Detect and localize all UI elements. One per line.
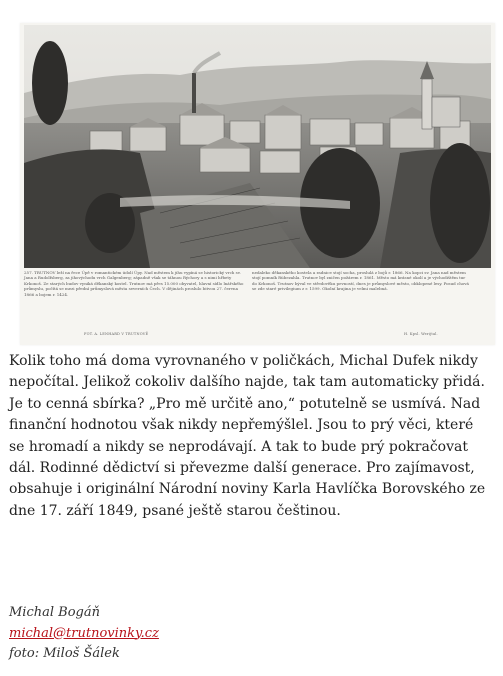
- caption-publisher: H. Kpsl. Werijtal.: [404, 332, 438, 336]
- caption-left-column: 257. TRUTNOV leží na řece Úpě v romantickém údolí Úpy. Nad městem k jihu vypíná se historický vrch sv. Jana a Rudolfsberg, za jihovýchodu vrch Galgenberg; západně však se táhnou Rýchory a s nimi hřbety Krkonoš. Ze starých budov vyniká děkanský kostel. Trutnov má přes 15.000 obyvatel, hlavní sídlo lnářského průmyslu, počítá se mezi přední průmyslová města severních Čech. V dějinách proslulo bitvou 27. června 1866 a bojem r. 1424.: [24, 270, 244, 297]
- caption-photo-credit: FOT. A. LENHARD V TRUTNOVĚ: [84, 332, 149, 336]
- article-paragraph: Kolik toho má doma vyrovnaného v poličkách, Michal Dufek nikdy nepočítal. Jelikož cokoliv dalšího najde, tak tam automaticky přidá. Je to cenná sbírka? „Pro mě určitě ano,“ potutelně se usmívá. Nad finanční hodnotou však nikdy nepřemýšlel. Jsou to prý věci, které se hromadí a nikdy se neprodávají. A tak to bude prý pokračovat dál. Rodinné dědictví si převezme další generace. Pro zajímavost, obsahuje i originální Národní noviny Karla Havlíčka Borovského ze dne 17. září 1849, psané ještě starou češtinou.: [9, 353, 486, 519]
- photo-caption: [24, 268, 470, 336]
- author-email-link[interactable]: michal@trutnovinky.cz: [9, 625, 159, 641]
- trutnov-panorama-photo: [20, 23, 495, 268]
- byline: [9, 603, 309, 665]
- historic-photo-page: [20, 23, 495, 345]
- photo-credit: foto: Miloš Šálek: [9, 646, 120, 661]
- author-name: Michal Bogáň: [9, 605, 100, 620]
- article-body: [9, 351, 493, 522]
- caption-right-column: nedaleko děkanského kostela a radnice stojí socha, proslulá z bojů r. 1866. Na kopci sv. Jana nad městem stojí pomník Rübezahla. Trutnov byl zničen požárem r. 1861. Město má krásné okolí a je východištěm tur do Krkonoš. Trutnov býval ve středověku pevností, dnes je průmyslové město, obklopené lesy. Posud chová se zde staré privilegium z r. 1599. Okolní krajina je velmi malebná.: [252, 270, 469, 292]
